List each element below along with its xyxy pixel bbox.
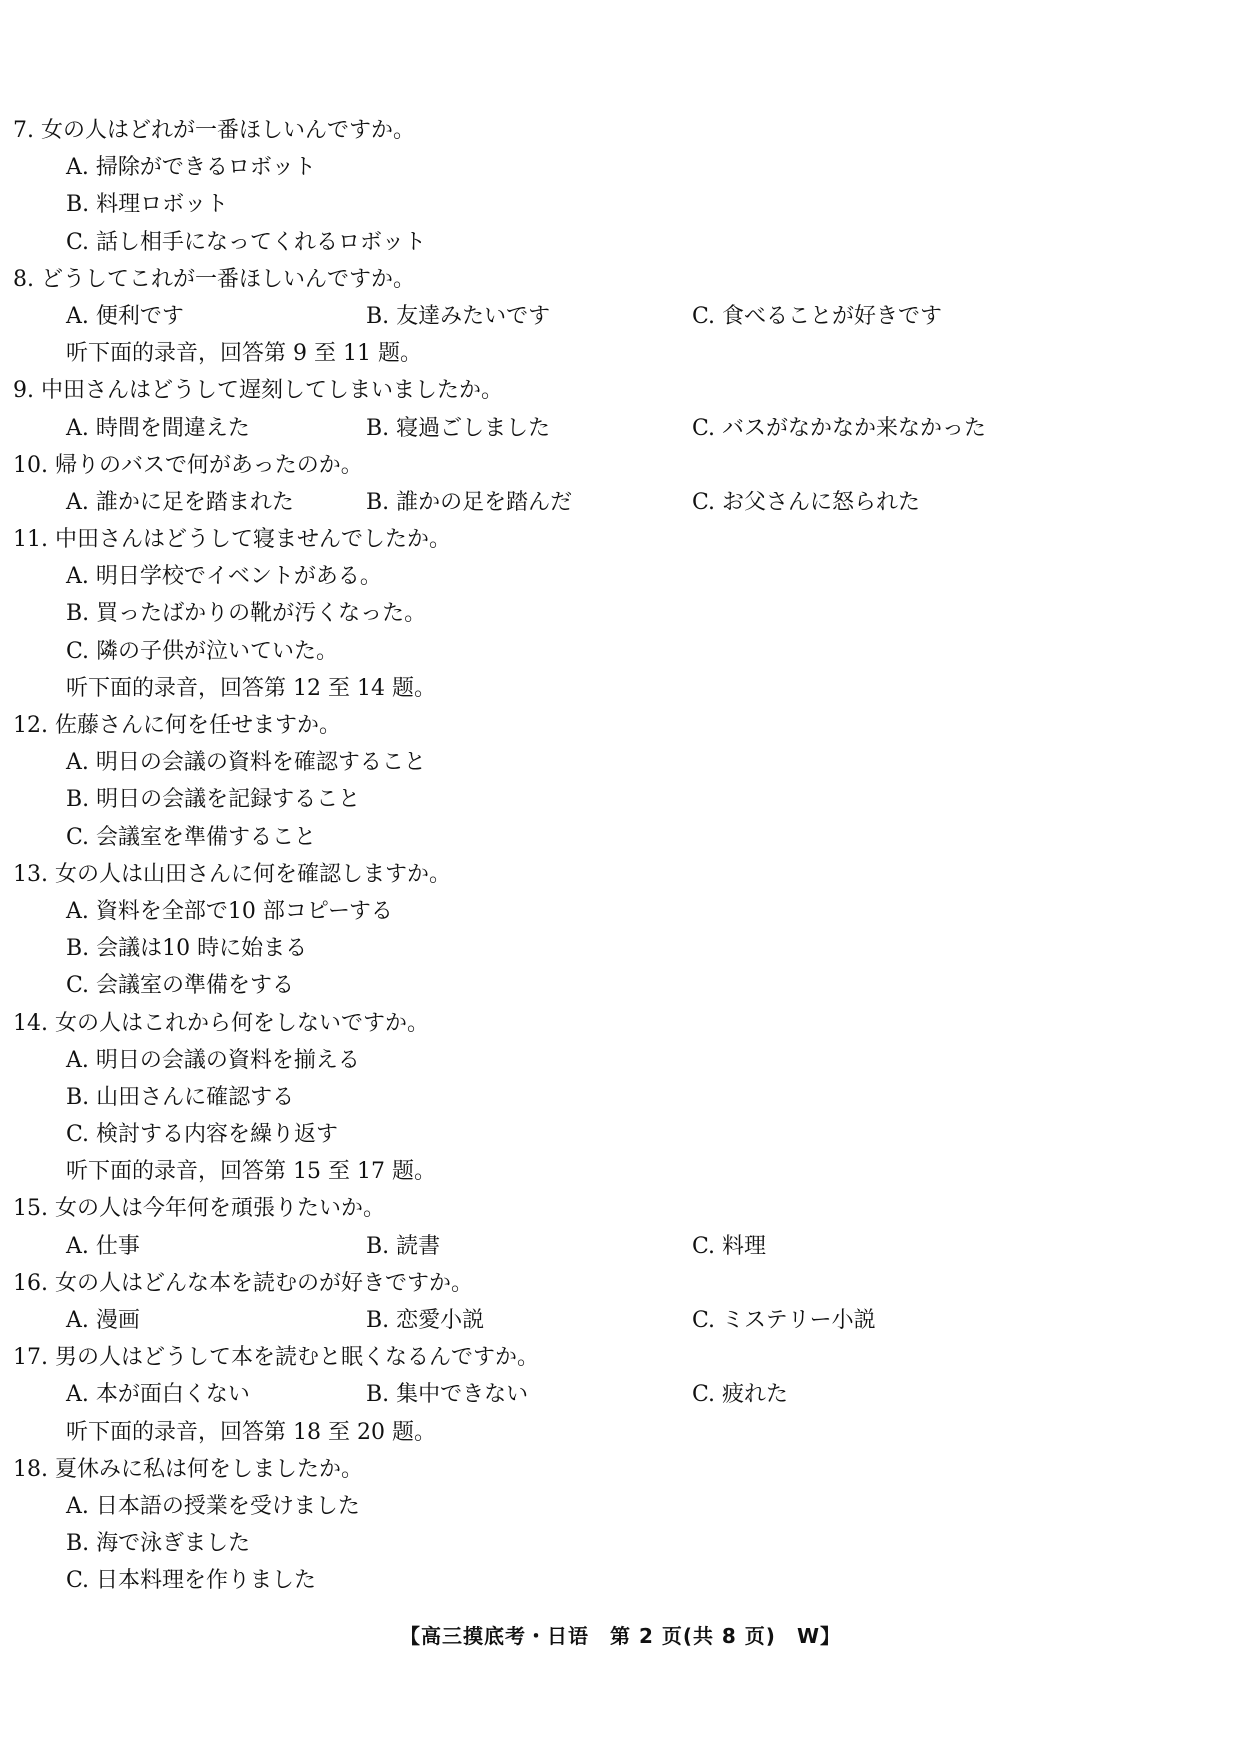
- option-line: C. 会議室を準備すること: [66, 824, 317, 850]
- exam-page: [0, 112, 1241, 1600]
- option-choice: B. 誰かの足を踏んだ: [366, 489, 573, 515]
- option-row: [0, 484, 1241, 521]
- question-line: 13. 女の人は山田さんに何を確認しますか。: [13, 861, 451, 887]
- option-choice: B. 恋愛小説: [366, 1308, 485, 1333]
- question-line: 14. 女の人はこれから何をしないですか。: [13, 1010, 429, 1036]
- option-choice: A. 仕事: [66, 1233, 140, 1259]
- option-choice: B. 集中できない: [366, 1382, 529, 1408]
- option-row: [0, 1376, 1241, 1413]
- option-line: 听下面的录音，回答第 15 至 17 题。: [66, 1159, 436, 1185]
- option-line: A. 資料を全部で10 部コピーする: [66, 898, 393, 924]
- option-line: 听下面的录音，回答第 9 至 11 题。: [66, 341, 422, 367]
- option-row: [0, 1228, 1241, 1265]
- option-choice: C. お父さんに怒られた: [692, 489, 921, 515]
- question-line: 7. 女の人はどれが一番ほしいんですか。: [13, 118, 415, 143]
- option-choice: C. ミステリー小説: [692, 1308, 876, 1333]
- option-line: A. 掃除ができるロボット: [66, 155, 316, 181]
- page-footer: 【高三摸底考・日语 第 2 页(共 8 页) W】: [399, 1624, 842, 1648]
- option-row: [0, 298, 1241, 335]
- question-line: 17. 男の人はどうして本を読むと眠くなるんですか。: [13, 1345, 539, 1371]
- option-choice: C. 疲れた: [692, 1382, 789, 1408]
- option-line: B. 会議は10 時に始まる: [66, 936, 308, 962]
- question-line: 15. 女の人は今年何を頑張りたいか。: [13, 1196, 385, 1222]
- option-choice: B. 寝過ごしました: [366, 415, 551, 441]
- question-line: 8. どうしてこれが一番ほしいんですか。: [13, 266, 415, 292]
- question-line: 10. 帰りのバスで何があったのか。: [13, 452, 363, 478]
- option-choice: A. 本が面白くない: [66, 1382, 250, 1408]
- option-line: B. 海で泳ぎました: [66, 1531, 251, 1557]
- option-line: B. 料理ロボット: [66, 192, 229, 218]
- option-choice: A. 時間を間違えた: [66, 415, 250, 441]
- option-line: A. 明日学校でイベントがある。: [66, 564, 382, 590]
- option-choice: B. 読書: [366, 1233, 441, 1259]
- option-line: C. 会議室の準備をする: [66, 973, 295, 999]
- question-line: 9. 中田さんはどうして遅刻してしまいましたか。: [13, 378, 503, 404]
- option-line: A. 明日の会議の資料を確認すること: [66, 750, 426, 776]
- option-choice: B. 友達みたいです: [366, 303, 551, 329]
- option-line: 听下面的录音，回答第 18 至 20 题。: [66, 1419, 436, 1445]
- question-line: 18. 夏休みに私は何をしましたか。: [13, 1456, 363, 1482]
- option-line: B. 山田さんに確認する: [66, 1084, 295, 1110]
- option-row: [0, 410, 1241, 447]
- question-line: 16. 女の人はどんな本を読むのが好きですか。: [13, 1270, 473, 1296]
- option-choice: A. 漫画: [66, 1308, 140, 1333]
- option-choice: C. 食べることが好きです: [692, 303, 943, 329]
- option-line: C. 話し相手になってくれるロボット: [66, 229, 427, 255]
- question-line: 11. 中田さんはどうして寝ませんでしたか。: [13, 527, 451, 553]
- option-choice: A. 便利です: [66, 303, 184, 329]
- question-line: 12. 佐藤さんに何を任せますか。: [13, 713, 341, 738]
- option-choice: C. 料理: [692, 1233, 767, 1259]
- option-line: A. 明日の会議の資料を揃える: [66, 1047, 360, 1073]
- option-row: [0, 1302, 1241, 1339]
- option-line: C. 検討する内容を繰り返す: [66, 1122, 339, 1148]
- option-line: C. 日本料理を作りました: [66, 1568, 317, 1594]
- option-line: B. 明日の会議を記録すること: [66, 787, 361, 813]
- option-choice: C. バスがなかなか来なかった: [692, 415, 987, 441]
- option-line: A. 日本語の授業を受けました: [66, 1493, 360, 1519]
- option-choice: A. 誰かに足を踏まれた: [66, 489, 294, 515]
- option-line: C. 隣の子供が泣いていた。: [66, 638, 339, 664]
- option-line: 听下面的录音，回答第 12 至 14 题。: [66, 675, 436, 701]
- option-line: B. 買ったばかりの靴が汚くなった。: [66, 601, 427, 627]
